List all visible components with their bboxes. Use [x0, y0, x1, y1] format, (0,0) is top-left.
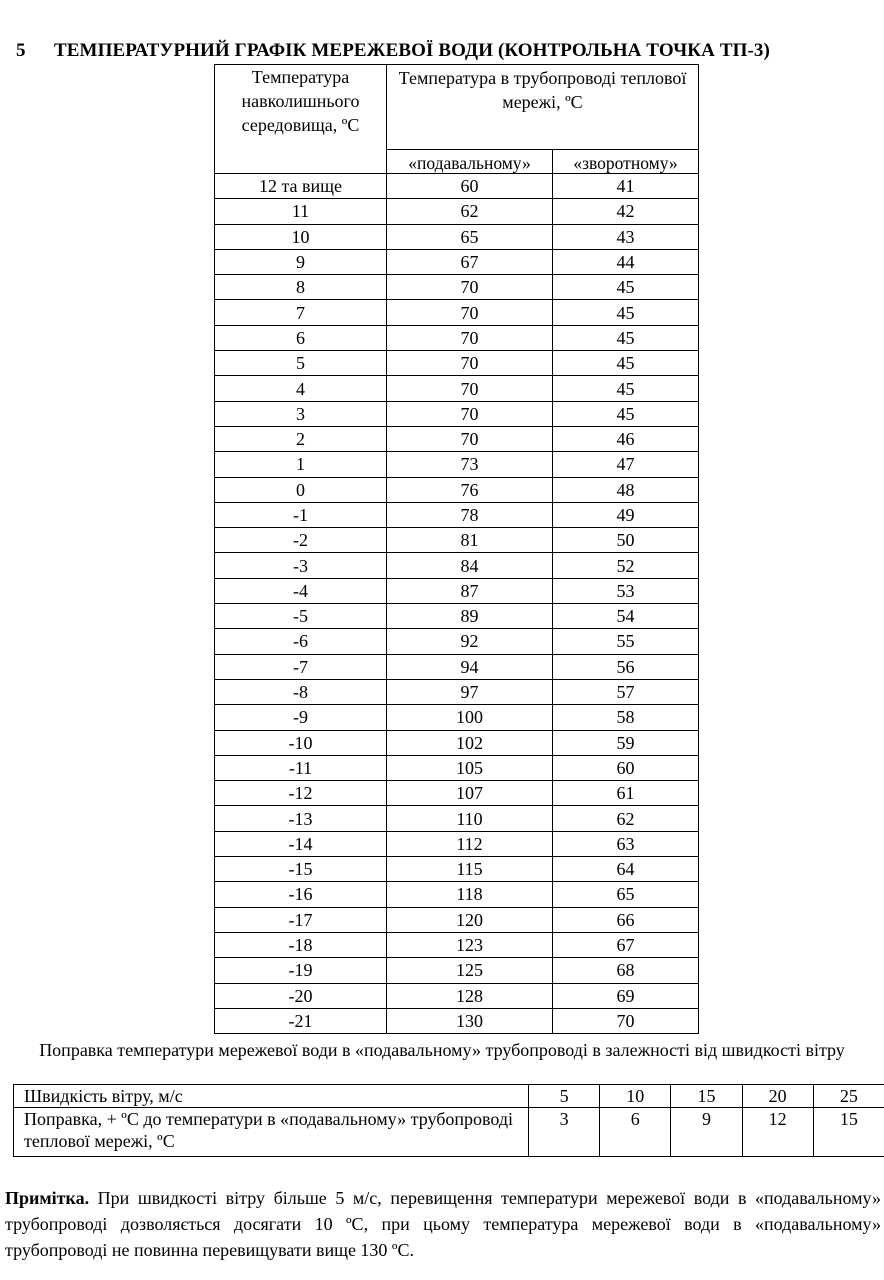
correction-value: 12	[742, 1108, 813, 1157]
cell-ambient: -12	[215, 781, 387, 806]
cell-supply: 112	[387, 831, 553, 856]
table-row	[215, 679, 699, 704]
cell-return: 50	[553, 528, 699, 553]
cell-return: 57	[553, 679, 699, 704]
cell-ambient: -6	[215, 629, 387, 654]
wind-speed-value: 15	[671, 1085, 742, 1108]
cell-return: 41	[553, 174, 699, 199]
table-row	[215, 983, 699, 1008]
table-row	[215, 553, 699, 578]
cell-ambient: 11	[215, 199, 387, 224]
cell-supply: 100	[387, 705, 553, 730]
cell-return: 45	[553, 325, 699, 350]
cell-ambient: -7	[215, 654, 387, 679]
cell-ambient: 5	[215, 351, 387, 376]
cell-ambient: 7	[215, 300, 387, 325]
table-row	[215, 831, 699, 856]
cell-return: 46	[553, 426, 699, 451]
correction-value: 3	[529, 1108, 600, 1157]
cell-ambient: -11	[215, 755, 387, 780]
cell-return: 58	[553, 705, 699, 730]
cell-ambient: -18	[215, 932, 387, 957]
cell-return: 45	[553, 376, 699, 401]
cell-supply: 70	[387, 376, 553, 401]
cell-ambient: -19	[215, 958, 387, 983]
table-row	[215, 882, 699, 907]
cell-return: 45	[553, 351, 699, 376]
cell-supply: 120	[387, 907, 553, 932]
cell-supply: 65	[387, 224, 553, 249]
table-row	[215, 224, 699, 249]
cell-ambient: 4	[215, 376, 387, 401]
temperature-schedule-table	[214, 64, 699, 1034]
cell-return: 70	[553, 1008, 699, 1033]
cell-ambient: -14	[215, 831, 387, 856]
table-row	[215, 932, 699, 957]
cell-return: 64	[553, 857, 699, 882]
table-row	[215, 452, 699, 477]
correction-row	[14, 1108, 884, 1157]
cell-supply: 89	[387, 604, 553, 629]
cell-supply: 70	[387, 401, 553, 426]
table-row	[215, 325, 699, 350]
wind-speed-value: 20	[742, 1085, 813, 1108]
cell-return: 42	[553, 199, 699, 224]
cell-ambient: -20	[215, 983, 387, 1008]
table-row	[215, 806, 699, 831]
cell-supply: 130	[387, 1008, 553, 1033]
cell-ambient: -1	[215, 502, 387, 527]
cell-return: 60	[553, 755, 699, 780]
correction-value: 15	[813, 1108, 884, 1157]
cell-return: 67	[553, 932, 699, 957]
cell-ambient: 1	[215, 452, 387, 477]
cell-return: 48	[553, 477, 699, 502]
cell-ambient: 6	[215, 325, 387, 350]
correction-label: Поправка, + ºС до температури в «подавальному» трубопроводі теплової мережі, ºС	[14, 1108, 529, 1157]
correction-value: 6	[600, 1108, 671, 1157]
cell-supply: 94	[387, 654, 553, 679]
cell-return: 45	[553, 300, 699, 325]
cell-ambient: 8	[215, 275, 387, 300]
cell-ambient: -16	[215, 882, 387, 907]
page-title	[16, 40, 882, 62]
header-ambient-temperature: Температура навколишнього середовища, ºС	[215, 65, 387, 174]
wind-speed-row	[14, 1085, 884, 1108]
cell-ambient: 2	[215, 426, 387, 451]
cell-supply: 87	[387, 578, 553, 603]
cell-return: 52	[553, 553, 699, 578]
table-row	[215, 629, 699, 654]
cell-ambient: -21	[215, 1008, 387, 1033]
cell-ambient: -10	[215, 730, 387, 755]
cell-ambient: -2	[215, 528, 387, 553]
cell-return: 68	[553, 958, 699, 983]
wind-speed-value: 5	[529, 1085, 600, 1108]
table-row	[215, 426, 699, 451]
cell-return: 54	[553, 604, 699, 629]
table-row	[215, 249, 699, 274]
section-number: 5	[16, 40, 26, 61]
table-row	[215, 857, 699, 882]
cell-ambient: 0	[215, 477, 387, 502]
cell-supply: 110	[387, 806, 553, 831]
table-row	[215, 376, 699, 401]
table-row	[215, 1008, 699, 1033]
cell-supply: 125	[387, 958, 553, 983]
cell-return: 53	[553, 578, 699, 603]
cell-return: 66	[553, 907, 699, 932]
cell-ambient: -5	[215, 604, 387, 629]
cell-ambient: 10	[215, 224, 387, 249]
cell-ambient: -15	[215, 857, 387, 882]
table-row	[215, 654, 699, 679]
table-row	[215, 477, 699, 502]
cell-supply: 102	[387, 730, 553, 755]
cell-return: 62	[553, 806, 699, 831]
cell-supply: 70	[387, 275, 553, 300]
table-row	[215, 907, 699, 932]
cell-return: 56	[553, 654, 699, 679]
cell-ambient: -17	[215, 907, 387, 932]
cell-supply: 128	[387, 983, 553, 1008]
wind-speed-label: Швидкість вітру, м/с	[14, 1085, 529, 1108]
cell-return: 45	[553, 401, 699, 426]
table-row	[215, 502, 699, 527]
cell-supply: 60	[387, 174, 553, 199]
cell-supply: 76	[387, 477, 553, 502]
wind-correction-caption: Поправка температури мережевої води в «подавальному» трубопроводі в залежності від швидкості вітру	[39, 1040, 845, 1060]
note-paragraph	[5, 1185, 881, 1263]
cell-supply: 78	[387, 502, 553, 527]
cell-supply: 123	[387, 932, 553, 957]
cell-supply: 70	[387, 351, 553, 376]
cell-return: 59	[553, 730, 699, 755]
table-row	[215, 781, 699, 806]
header-supply: «подавальному»	[387, 150, 553, 174]
cell-return: 69	[553, 983, 699, 1008]
cell-ambient: -8	[215, 679, 387, 704]
header-pipeline-temperature: Температура в трубопроводі теплової мережі, ºС	[387, 65, 699, 150]
cell-supply: 70	[387, 300, 553, 325]
table-row	[215, 351, 699, 376]
cell-supply: 105	[387, 755, 553, 780]
cell-ambient: 12 та вище	[215, 174, 387, 199]
cell-ambient: -4	[215, 578, 387, 603]
wind-speed-value: 10	[600, 1085, 671, 1108]
table-row	[215, 705, 699, 730]
temperature-rows	[215, 174, 699, 1034]
cell-return: 63	[553, 831, 699, 856]
cell-supply: 107	[387, 781, 553, 806]
cell-supply: 118	[387, 882, 553, 907]
cell-supply: 92	[387, 629, 553, 654]
cell-ambient: -3	[215, 553, 387, 578]
section-title-text: ТЕМПЕРАТУРНИЙ ГРАФІК МЕРЕЖЕВОЇ ВОДИ (КОНТРОЛЬНА ТОЧКА ТП-3)	[54, 40, 770, 61]
table-row	[215, 958, 699, 983]
table-row	[215, 528, 699, 553]
cell-return: 55	[553, 629, 699, 654]
cell-supply: 70	[387, 426, 553, 451]
cell-return: 45	[553, 275, 699, 300]
header-return: «зворотному»	[553, 150, 699, 174]
cell-return: 43	[553, 224, 699, 249]
table-row	[215, 578, 699, 603]
table-row	[215, 199, 699, 224]
cell-ambient: 9	[215, 249, 387, 274]
correction-value: 9	[671, 1108, 742, 1157]
table-row	[215, 174, 699, 199]
cell-supply: 67	[387, 249, 553, 274]
table-row	[215, 730, 699, 755]
cell-supply: 73	[387, 452, 553, 477]
note-text: При швидкості вітру більше 5 м/с, перевищення температури мережевої води в «подавальному» трубопроводі дозволяється досягати 10 ºС, при цьому температура мережевої води в «подавальному» трубопроводі не повинна перевищувати вище 130 ºС.	[5, 1188, 881, 1260]
wind-speed-value: 25	[813, 1085, 884, 1108]
table-row	[215, 604, 699, 629]
cell-ambient: -13	[215, 806, 387, 831]
cell-supply: 84	[387, 553, 553, 578]
cell-supply: 62	[387, 199, 553, 224]
cell-ambient: -9	[215, 705, 387, 730]
cell-supply: 97	[387, 679, 553, 704]
table-row	[215, 275, 699, 300]
table-row	[215, 755, 699, 780]
cell-return: 49	[553, 502, 699, 527]
cell-supply: 115	[387, 857, 553, 882]
cell-return: 61	[553, 781, 699, 806]
note-label: Примітка.	[5, 1188, 90, 1208]
cell-return: 65	[553, 882, 699, 907]
cell-supply: 70	[387, 325, 553, 350]
wind-correction-table	[13, 1084, 884, 1157]
cell-return: 47	[553, 452, 699, 477]
cell-ambient: 3	[215, 401, 387, 426]
cell-supply: 81	[387, 528, 553, 553]
table-row	[215, 300, 699, 325]
table-row	[215, 401, 699, 426]
cell-return: 44	[553, 249, 699, 274]
